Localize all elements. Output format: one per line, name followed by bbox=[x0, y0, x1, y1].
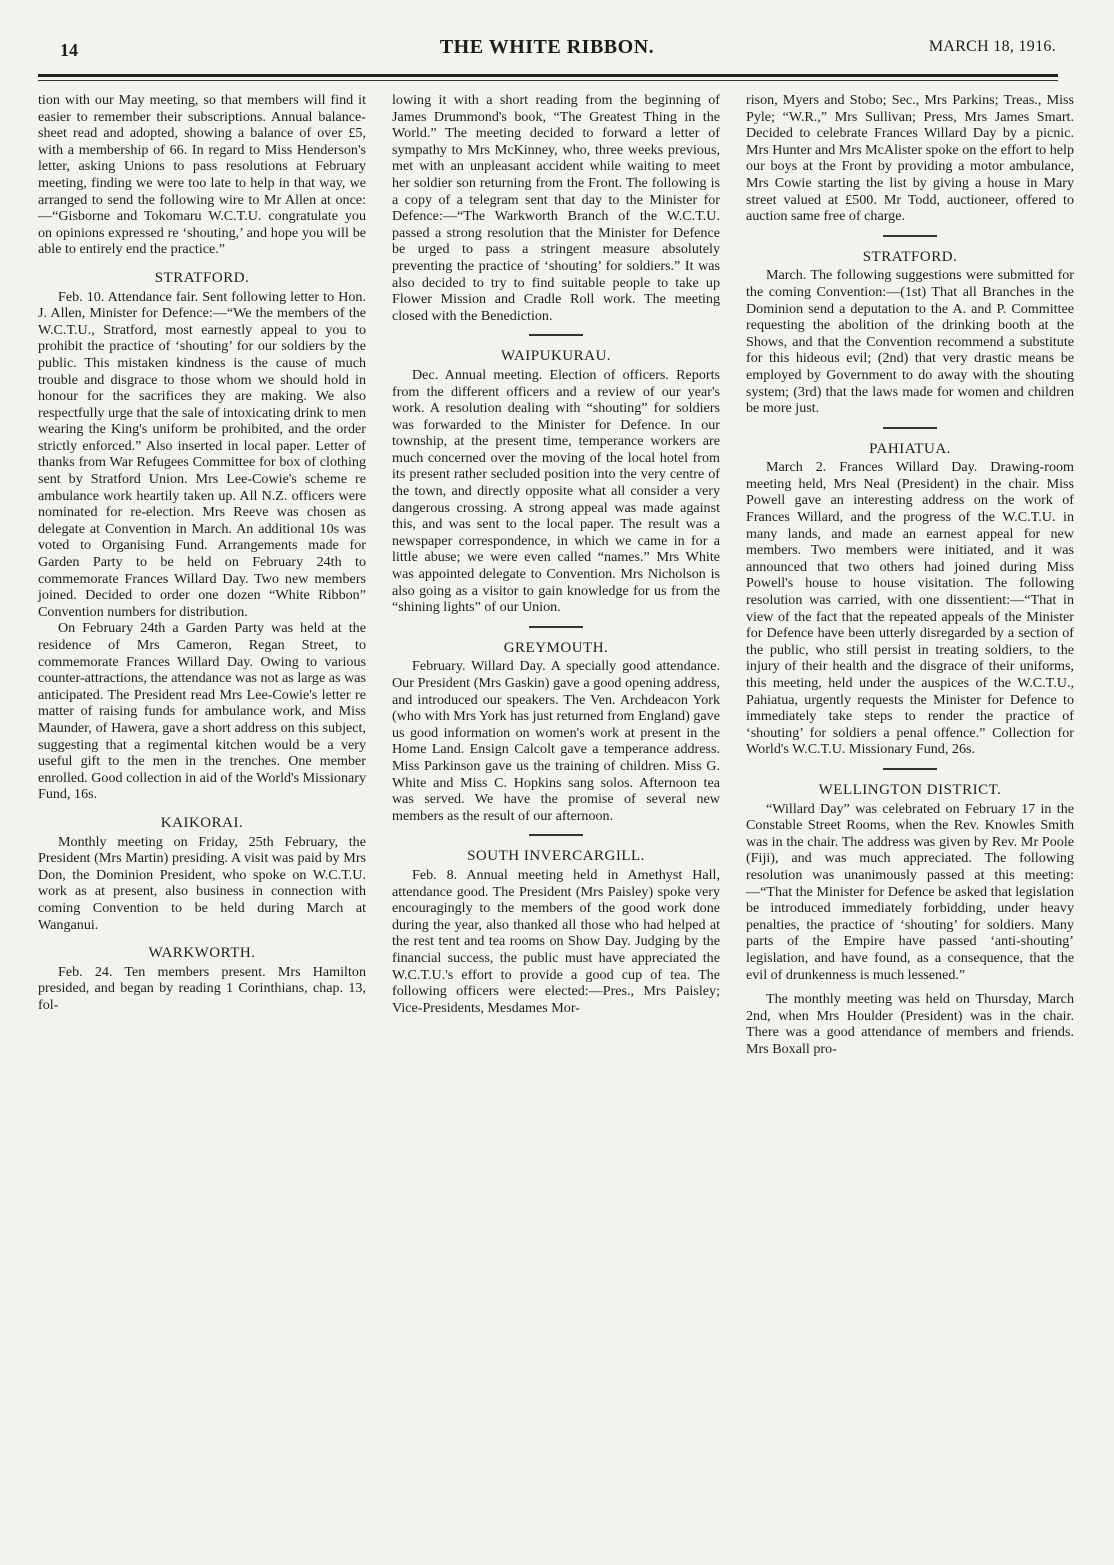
article-paragraph: Monthly meeting on Friday, 25th February, the President (Mrs Martin) presiding. A visit was paid by Mrs Don, the Dominion President, who spoke on W.C.T.U. work as at present, also business in connection with coming Convention to be held during March at Wanganui. bbox=[38, 833, 366, 933]
page-header bbox=[38, 34, 1056, 68]
section-heading: STRATFORD. bbox=[154, 269, 250, 286]
section-heading: GREYMOUTH. bbox=[503, 639, 609, 656]
section-heading: PAHIATUA. bbox=[869, 440, 951, 457]
article-paragraph: rison, Myers and Stobo; Sec., Mrs Parkins; Treas., Miss Pyle; “W.R.,” Mrs Sullivan; Press, Mrs James Smart. Decided to celebrate Frances Willard Day by a picnic. Mrs Hunter and Mrs McAlister spoke on the effort to help our boys at the Front by providing a motor ambulance, Mrs Cowie starting the list by giving a house in Mary street valued at £500. Mr Todd, auctioneer, offered to auction same free of charge. bbox=[746, 92, 1074, 225]
section-heading: WAIPUKURAU. bbox=[500, 348, 612, 365]
article-paragraph: Feb. 10. Attendance fair. Sent following letter to Hon. J. Allen, Minister for Defence:—“We the members of the W.C.T.U., Stratford, most earnestly appeal to you to prohibit the practice of ‘shouting’ for our soldiers by the public. This mistaken kindness is the cause of much trouble and disgrace to those whom we should hold in honour for the sacrifices they are making. We also respectfully urge that the sale of intoxicating drink to men wearing the King's uniform be prohibited, and the order strictly enforced.” Also inserted in local paper. Letter of thanks from War Refugees Committee for box of clothing sent by Stratford Union. Mrs Lee-Cowie's scheme re ambulance work heartily taken up. All N.Z. officers were nominated for re-election. Mrs Reeve was chosen as delegate at Convention in March. An additional 10s was voted to Organising Fund. Arrangements made for Garden Party to be held on February 24th to commemorate Frances Willard Day. Two new members joined. Decided to order one dozen “White Ribbon” Convention numbers for distribution. bbox=[38, 288, 366, 620]
article-paragraph: “Willard Day” was celebrated on February 17 in the Constable Street Rooms, when the Rev. Knowles Smith was in the chair. The address was given by Rev. Mr Poole (Fiji), and was much appreciated. The following resolution was unanimously passed at this meeting:—“That the Minister for Defence be asked that legislation be introduced immediately forbidding, under heavy penalties, the practice of ‘shouting’ for soldiers. Many parts of the Empire have passed ‘anti-shouting’ legislation, and have found, as a consequence, that the evil of drunkenness is much lessened.” bbox=[746, 800, 1074, 983]
section-heading: STRATFORD. bbox=[862, 248, 958, 265]
page-number: 14 bbox=[60, 40, 78, 60]
article-paragraph: tion with our May meeting, so that members will find it easier to remember their subscriptions. Annual balance-sheet read and adopted, showing a balance of over £5, with a membership of 66. In regard to Miss Henderson's letter, asking Unions to pass resolutions at February meeting, finding we were too late to help in that way, we arranged to send the following wire to Mr Allen at once:—“Gisborne and Tokomaru W.C.T.U. congratulate you on opinions expressed re ‘shouting,’ and hope you will be able to entirely end the practice.” bbox=[38, 92, 366, 258]
column-2 bbox=[392, 92, 720, 1016]
issue-date: MARCH 18, 1916. bbox=[928, 38, 1056, 55]
column-1 bbox=[38, 92, 366, 1013]
article-paragraph: lowing it with a short reading from the beginning of James Drummond's book, “The Greatest Thing in the World.” The meeting decided to forward a letter of sympathy to Mrs McKinney, who, three weeks previous, met with an unpleasant accident while waiting to meet her soldier son returning from the Front. The following is a copy of a telegram sent that day to the Minister for Defence:—“The Warkworth Branch of the W.C.T.U. passed a strong resolution that the Minister for Defence be urged to pass a stringent measure absolutely preventing the practice of ‘shouting’ for soldiers.” It was also decided to try to find suitable people to take up Flower Mission and Cradle Roll work. The meeting closed with the Benediction. bbox=[392, 92, 720, 324]
paragraph-gap bbox=[746, 983, 1074, 991]
header-rule-thin bbox=[38, 80, 1058, 81]
section-heading: SOUTH INVERCARGILL. bbox=[467, 848, 645, 865]
article-paragraph: Feb. 8. Annual meeting held in Amethyst Hall, attendance good. The President (Mrs Paisley) spoke very encouragingly to the members of the good work done during the year, also thanked all those who had helped at the rest tent and tea rooms on Show Day. Judging by the financial success, the public must have appreciated the W.C.T.U.'s effort to provide a good cup of tea. The following officers were elected:—Pres., Mrs Paisley; Vice-Presidents, Mesdames Mor- bbox=[392, 866, 720, 1016]
section-divider bbox=[529, 834, 583, 836]
article-paragraph: On February 24th a Garden Party was held at the residence of Mrs Cameron, Regan Street, to commemorate Frances Willard Day. Owing to various counter-attractions, the attendance was not as large as was anticipated. The President read Mrs Lee-Cowie's letter re matter of raising funds for ambulance work, and Miss Maunder, of Hawera, gave a short address on this subject, suggesting that a regimental kitchen would be a very useful gift to the men in the trenches. One member enrolled. Good collection in aid of the World's Missionary Fund, 16s. bbox=[38, 620, 366, 803]
article-paragraph: March 2. Frances Willard Day. Drawing-room meeting held, Mrs Neal (President) in the chair. Miss Powell gave an interesting address on the work of Frances Willard, and the progress of the W.C.T.U. in many lands, and made an earnest appeal for new members. Two members were initiated, and it was announced that two others had joined during Miss Powell's house to house visitation. The following resolution was carried, with one dissentient:—“That in view of the fact that the repeated appeals of the Minister for Defence have been utterly disregarded by a section of the public, who still persist in treating soldiers, to the injury of their health and the disgrace of their uniforms, this meeting, held under the auspices of the W.C.T.U., Pahiatua, urgently requests the Minister for Defence to immediately take steps to render the practice of ‘shouting’ for soldiers a penal offence.” Collection for World's W.C.T.U. Missionary Fund, 26s. bbox=[746, 459, 1074, 758]
section-divider bbox=[529, 334, 583, 336]
article-paragraph: Dec. Annual meeting. Election of officers. Reports from the different officers and a review of our year's work. A resolution dealing with “shouting” for soldiers was forwarded to the Minister for Defence. In our township, at the present time, temperance workers are much concerned over the moving of the local hotel from its present rather secluded position into the very centre of the town, and directly opposite what all consider a very dangerous crossing. A strong appeal was made against this, and was sent to the local paper. The result was a newspaper correspondence, in which we came in for a little abuse; we were even called “names.” Mrs White was appointed delegate to Convention. Mrs Nicholson is also going as a visitor to gain knowledge for us from the “shining lights” of our Union. bbox=[392, 366, 720, 616]
section-divider bbox=[883, 768, 937, 770]
section-divider bbox=[529, 626, 583, 628]
section-heading: KAIKORAI. bbox=[160, 814, 244, 831]
section-divider bbox=[883, 235, 937, 237]
article-paragraph: The monthly meeting was held on Thursday, March 2nd, when Mrs Houlder (President) was in the chair. There was a good attendance of members and friends. Mrs Boxall pro- bbox=[746, 991, 1074, 1057]
article-paragraph: Feb. 24. Ten members present. Mrs Hamilton presided, and began by reading 1 Corinthians, chap. 13, fol- bbox=[38, 963, 366, 1013]
section-divider bbox=[883, 427, 937, 429]
section-heading: WELLINGTON DISTRICT. bbox=[818, 781, 1002, 798]
column-3 bbox=[746, 92, 1074, 1057]
publication-title: THE WHITE RIBBON. bbox=[439, 36, 655, 58]
article-paragraph: March. The following suggestions were submitted for the coming Convention:—(1st) That all Branches in the Dominion send a deputation to the A. and P. Committee requesting the abolition of the drinking booth at the Shows, and that the Convention recommend a substitute for this hideous evil; (2nd) that very drastic means be employed by Government to do away with the shouting system; (3rd) that the laws made for women and children be more just. bbox=[746, 267, 1074, 417]
header-rule-thick bbox=[38, 74, 1058, 77]
section-heading: WARKWORTH. bbox=[148, 945, 256, 962]
article-paragraph: February. Willard Day. A specially good attendance. Our President (Mrs Gaskin) gave a good opening address, and introduced our speakers. The Ven. Archdeacon York (who with Mrs York has just returned from England) gave us good information on women's work at present in the Home Land. Ensign Calcolt gave a temperance address. Miss Parkinson gave us the training of children. Miss G. White and Miss C. Hopkins sang solos. Afternoon tea was served. We have the promise of several new members as the result of our afternoon. bbox=[392, 658, 720, 824]
